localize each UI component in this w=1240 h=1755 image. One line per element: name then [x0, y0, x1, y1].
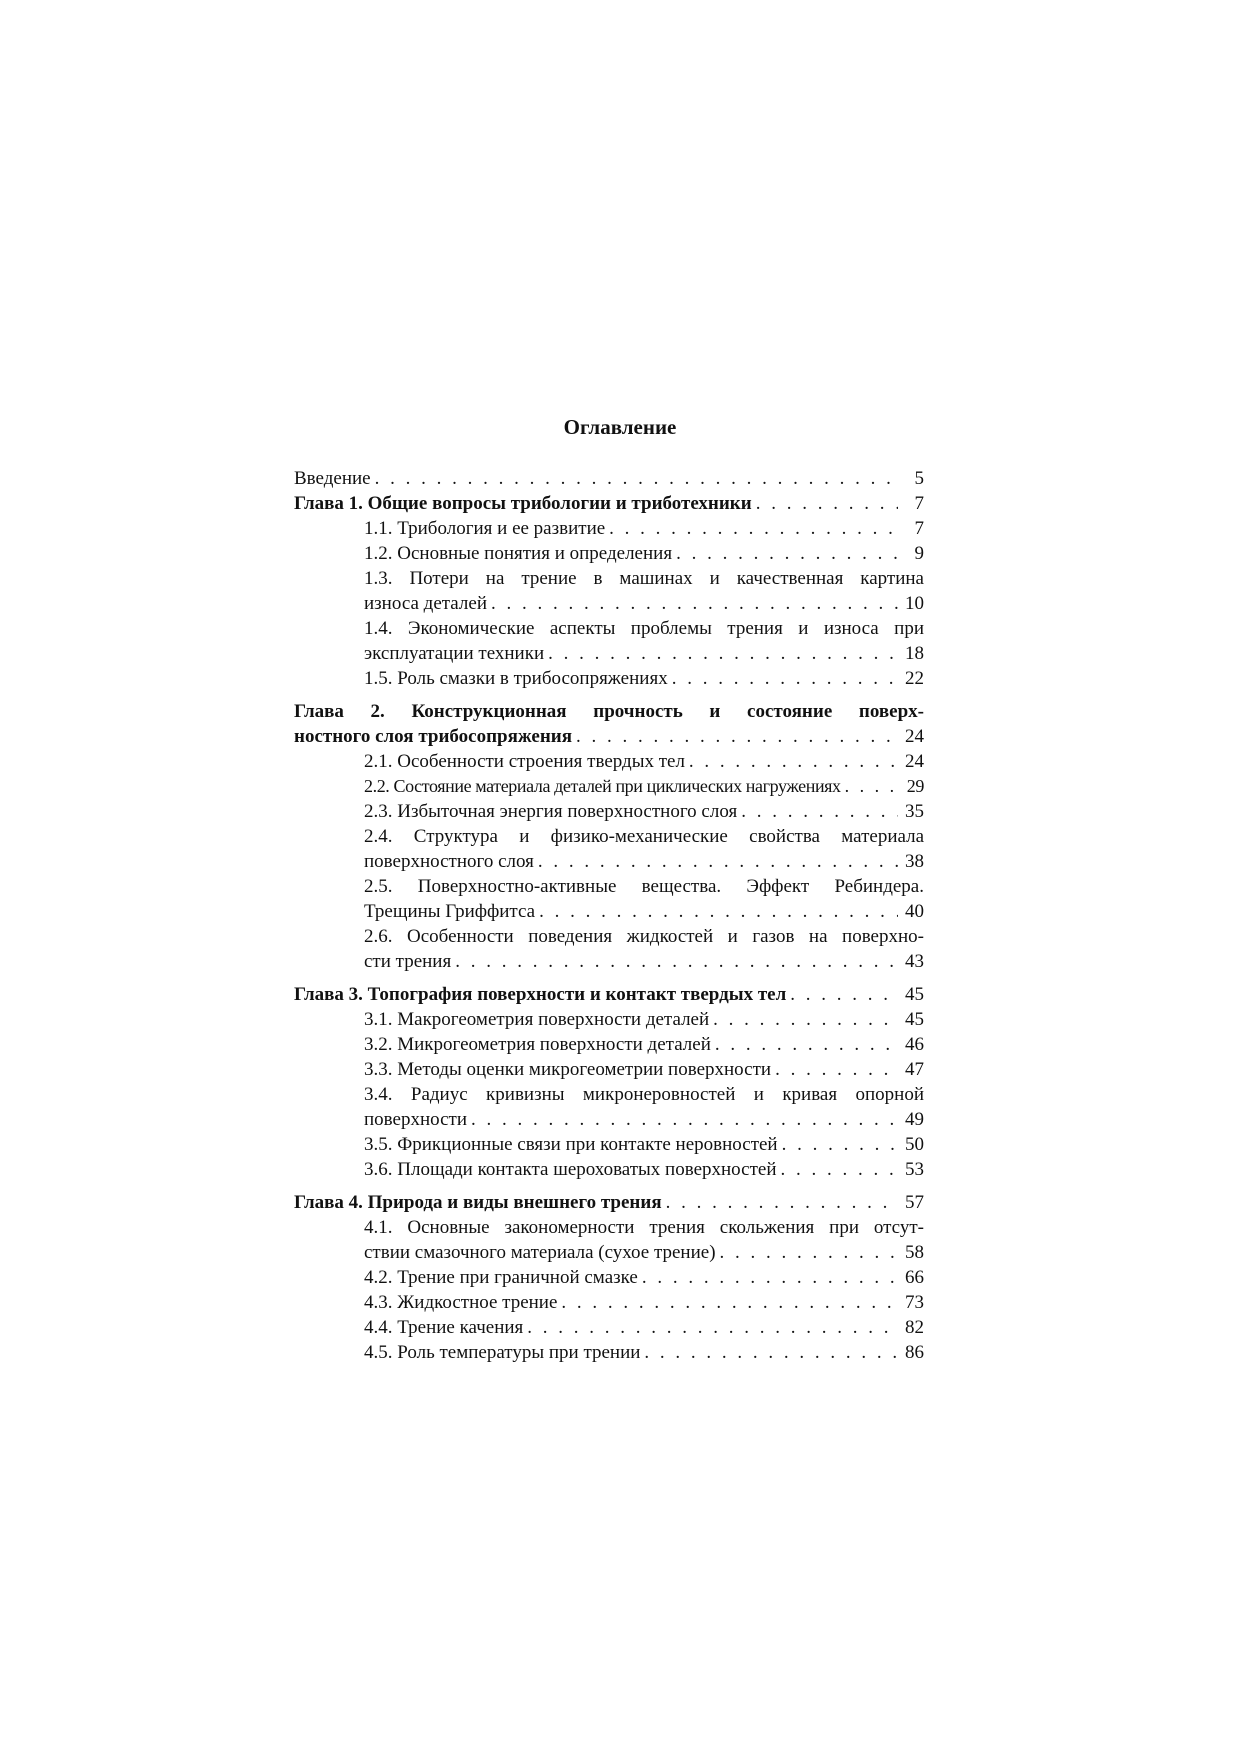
dot-leader — [756, 491, 898, 516]
toc-section-4-2[interactable] — [294, 1265, 924, 1290]
page-number: 45 — [905, 1009, 924, 1030]
page-number: 24 — [905, 726, 924, 747]
dot-leader — [609, 516, 898, 541]
section-title-line-2: эксплуатации техники — [364, 643, 545, 664]
section-title: 1.1. Трибология и ее развитие — [364, 518, 606, 539]
dot-leader — [548, 641, 898, 666]
page-number: 57 — [905, 1192, 924, 1213]
dot-leader — [720, 1240, 898, 1265]
toc-section-2-4[interactable] — [294, 824, 924, 874]
section-title-line-2: поверхности — [364, 1109, 468, 1130]
toc-chapter-4[interactable] — [294, 1190, 924, 1215]
page-number: 10 — [905, 593, 924, 614]
toc-section-1-2[interactable] — [294, 541, 924, 566]
toc-section-4-1[interactable] — [294, 1215, 924, 1265]
dot-leader — [782, 1132, 898, 1157]
dot-leader — [527, 1315, 898, 1340]
toc-section-3-6[interactable] — [294, 1157, 924, 1182]
toc-section-1-5[interactable] — [294, 666, 924, 691]
toc-section-2-6[interactable] — [294, 924, 924, 974]
section-title-line-1: 2.4. Структура и физико-механические свойства материала — [364, 826, 924, 847]
section-title-line-2: поверхностного слоя — [364, 851, 534, 872]
page-number: 73 — [905, 1292, 924, 1313]
toc-section-4-4[interactable] — [294, 1315, 924, 1340]
dot-leader — [539, 899, 898, 924]
section-title-line-2: Трещины Гриффитса — [364, 901, 536, 922]
page-number: 22 — [905, 668, 924, 689]
page-number: 58 — [905, 1242, 924, 1263]
toc-section-3-4[interactable] — [294, 1082, 924, 1132]
page-number: 18 — [905, 643, 924, 664]
dot-leader — [491, 591, 898, 616]
section-title: 2.3. Избыточная энергия поверхностного слоя — [364, 801, 738, 822]
section-title-line-2: сти трения — [364, 951, 452, 972]
dot-leader — [455, 949, 898, 974]
toc-section-4-5[interactable] — [294, 1340, 924, 1365]
page-number: 35 — [905, 801, 924, 822]
toc-entry-intro[interactable] — [294, 466, 924, 491]
toc-section-2-1[interactable] — [294, 749, 924, 774]
page-number: 7 — [914, 518, 924, 539]
chapter-title: Глава 1. Общие вопросы трибологии и триботехники — [294, 493, 752, 514]
dot-leader — [676, 541, 898, 566]
chapter-title: Глава 3. Топография поверхности и контакт твердых тел — [294, 984, 787, 1005]
chapter-title-line-2: ностного слоя трибосопряжения — [294, 726, 573, 747]
dot-leader — [672, 666, 898, 691]
dot-leader — [644, 1340, 898, 1365]
toc-chapter-1[interactable] — [294, 491, 924, 516]
section-title: 3.6. Площади контакта шероховатых поверхностей — [364, 1159, 777, 1180]
entry-title: Введение — [294, 468, 371, 489]
page-number: 24 — [905, 751, 924, 772]
section-title-line-1: 1.4. Экономические аспекты проблемы трения и износа при — [364, 618, 924, 639]
page-number: 53 — [905, 1159, 924, 1180]
section-title: 1.5. Роль смазки в трибосопряжениях — [364, 668, 668, 689]
section-title: 4.2. Трение при граничной смазке — [364, 1267, 638, 1288]
dot-leader — [790, 982, 898, 1007]
page-number: 7 — [914, 493, 924, 514]
toc-title: Оглавление — [563, 415, 677, 439]
dot-leader — [781, 1157, 899, 1182]
toc-section-3-1[interactable] — [294, 1007, 924, 1032]
page-number: 5 — [914, 468, 924, 489]
toc-chapter-3[interactable] — [294, 982, 924, 1007]
dot-leader — [666, 1190, 898, 1215]
dot-leader — [642, 1265, 898, 1290]
section-title: 4.4. Трение качения — [364, 1317, 524, 1338]
dot-leader — [375, 466, 898, 491]
dot-leader — [713, 1007, 898, 1032]
section-title-line-1: 1.3. Потери на трение в машинах и качественная картина — [364, 568, 924, 589]
section-title: 1.2. Основные понятия и определения — [364, 543, 673, 564]
table-of-contents — [294, 466, 924, 1365]
toc-section-3-5[interactable] — [294, 1132, 924, 1157]
dot-leader — [561, 1290, 898, 1315]
page-number: 86 — [905, 1342, 924, 1363]
chapter-title: Глава 4. Природа и виды внешнего трения — [294, 1192, 662, 1213]
dot-leader — [715, 1032, 898, 1057]
toc-section-2-2[interactable] — [294, 774, 924, 799]
section-title: 4.3. Жидкостное трение — [364, 1292, 558, 1313]
section-title: 3.3. Методы оценки микрогеометрии поверхности — [364, 1059, 772, 1080]
page-number: 9 — [914, 543, 924, 564]
section-title-line-1: 2.6. Особенности поведения жидкостей и газов на поверхно- — [364, 926, 924, 947]
toc-section-1-4[interactable] — [294, 616, 924, 666]
toc-section-1-3[interactable] — [294, 566, 924, 616]
page-number: 49 — [905, 1109, 924, 1130]
toc-chapter-2[interactable] — [294, 699, 924, 749]
toc-section-1-1[interactable] — [294, 516, 924, 541]
page-number: 29 — [906, 776, 924, 796]
section-title: 2.1. Особенности строения твердых тел — [364, 751, 685, 772]
toc-section-4-3[interactable] — [294, 1290, 924, 1315]
section-title: 3.1. Макрогеометрия поверхности деталей — [364, 1009, 710, 1030]
toc-section-2-3[interactable] — [294, 799, 924, 824]
section-title-line-1: 3.4. Радиус кривизны микронеровностей и кривая опорной — [364, 1084, 924, 1105]
chapter-title-line-1: Глава 2. Конструкционная прочность и состояние поверх- — [294, 701, 924, 722]
dot-leader — [538, 849, 898, 874]
section-title: 4.5. Роль температуры при трении — [364, 1342, 641, 1363]
dot-leader — [576, 724, 898, 749]
page-number: 47 — [905, 1059, 924, 1080]
page-number: 46 — [905, 1034, 924, 1055]
toc-section-2-5[interactable] — [294, 874, 924, 924]
dot-leader — [471, 1107, 898, 1132]
toc-section-3-3[interactable] — [294, 1057, 924, 1082]
section-title: 3.5. Фрикционные связи при контакте неровностей — [364, 1134, 778, 1155]
section-title-line-2: износа деталей — [364, 593, 487, 614]
page-number: 38 — [905, 851, 924, 872]
dot-leader — [689, 749, 898, 774]
page-number: 82 — [905, 1317, 924, 1338]
section-title-line-1: 4.1. Основные закономерности трения скольжения при отсут- — [364, 1217, 924, 1238]
page-number: 43 — [905, 951, 924, 972]
toc-section-3-2[interactable] — [294, 1032, 924, 1057]
page-number: 40 — [905, 901, 924, 922]
page-number: 50 — [905, 1134, 924, 1155]
page-number: 66 — [905, 1267, 924, 1288]
section-title-line-1: 2.5. Поверхностно-активные вещества. Эффект Ребиндера. — [364, 876, 924, 897]
section-title: 3.2. Микрогеометрия поверхности деталей — [364, 1034, 711, 1055]
section-title: 2.2. Состояние материала деталей при циклических нагружениях — [364, 776, 841, 796]
dot-leader — [845, 774, 898, 799]
section-title-line-2: ствии смазочного материала (сухое трение) — [364, 1242, 716, 1263]
dot-leader — [741, 799, 898, 824]
page-number: 45 — [905, 984, 924, 1005]
dot-leader — [775, 1057, 898, 1082]
